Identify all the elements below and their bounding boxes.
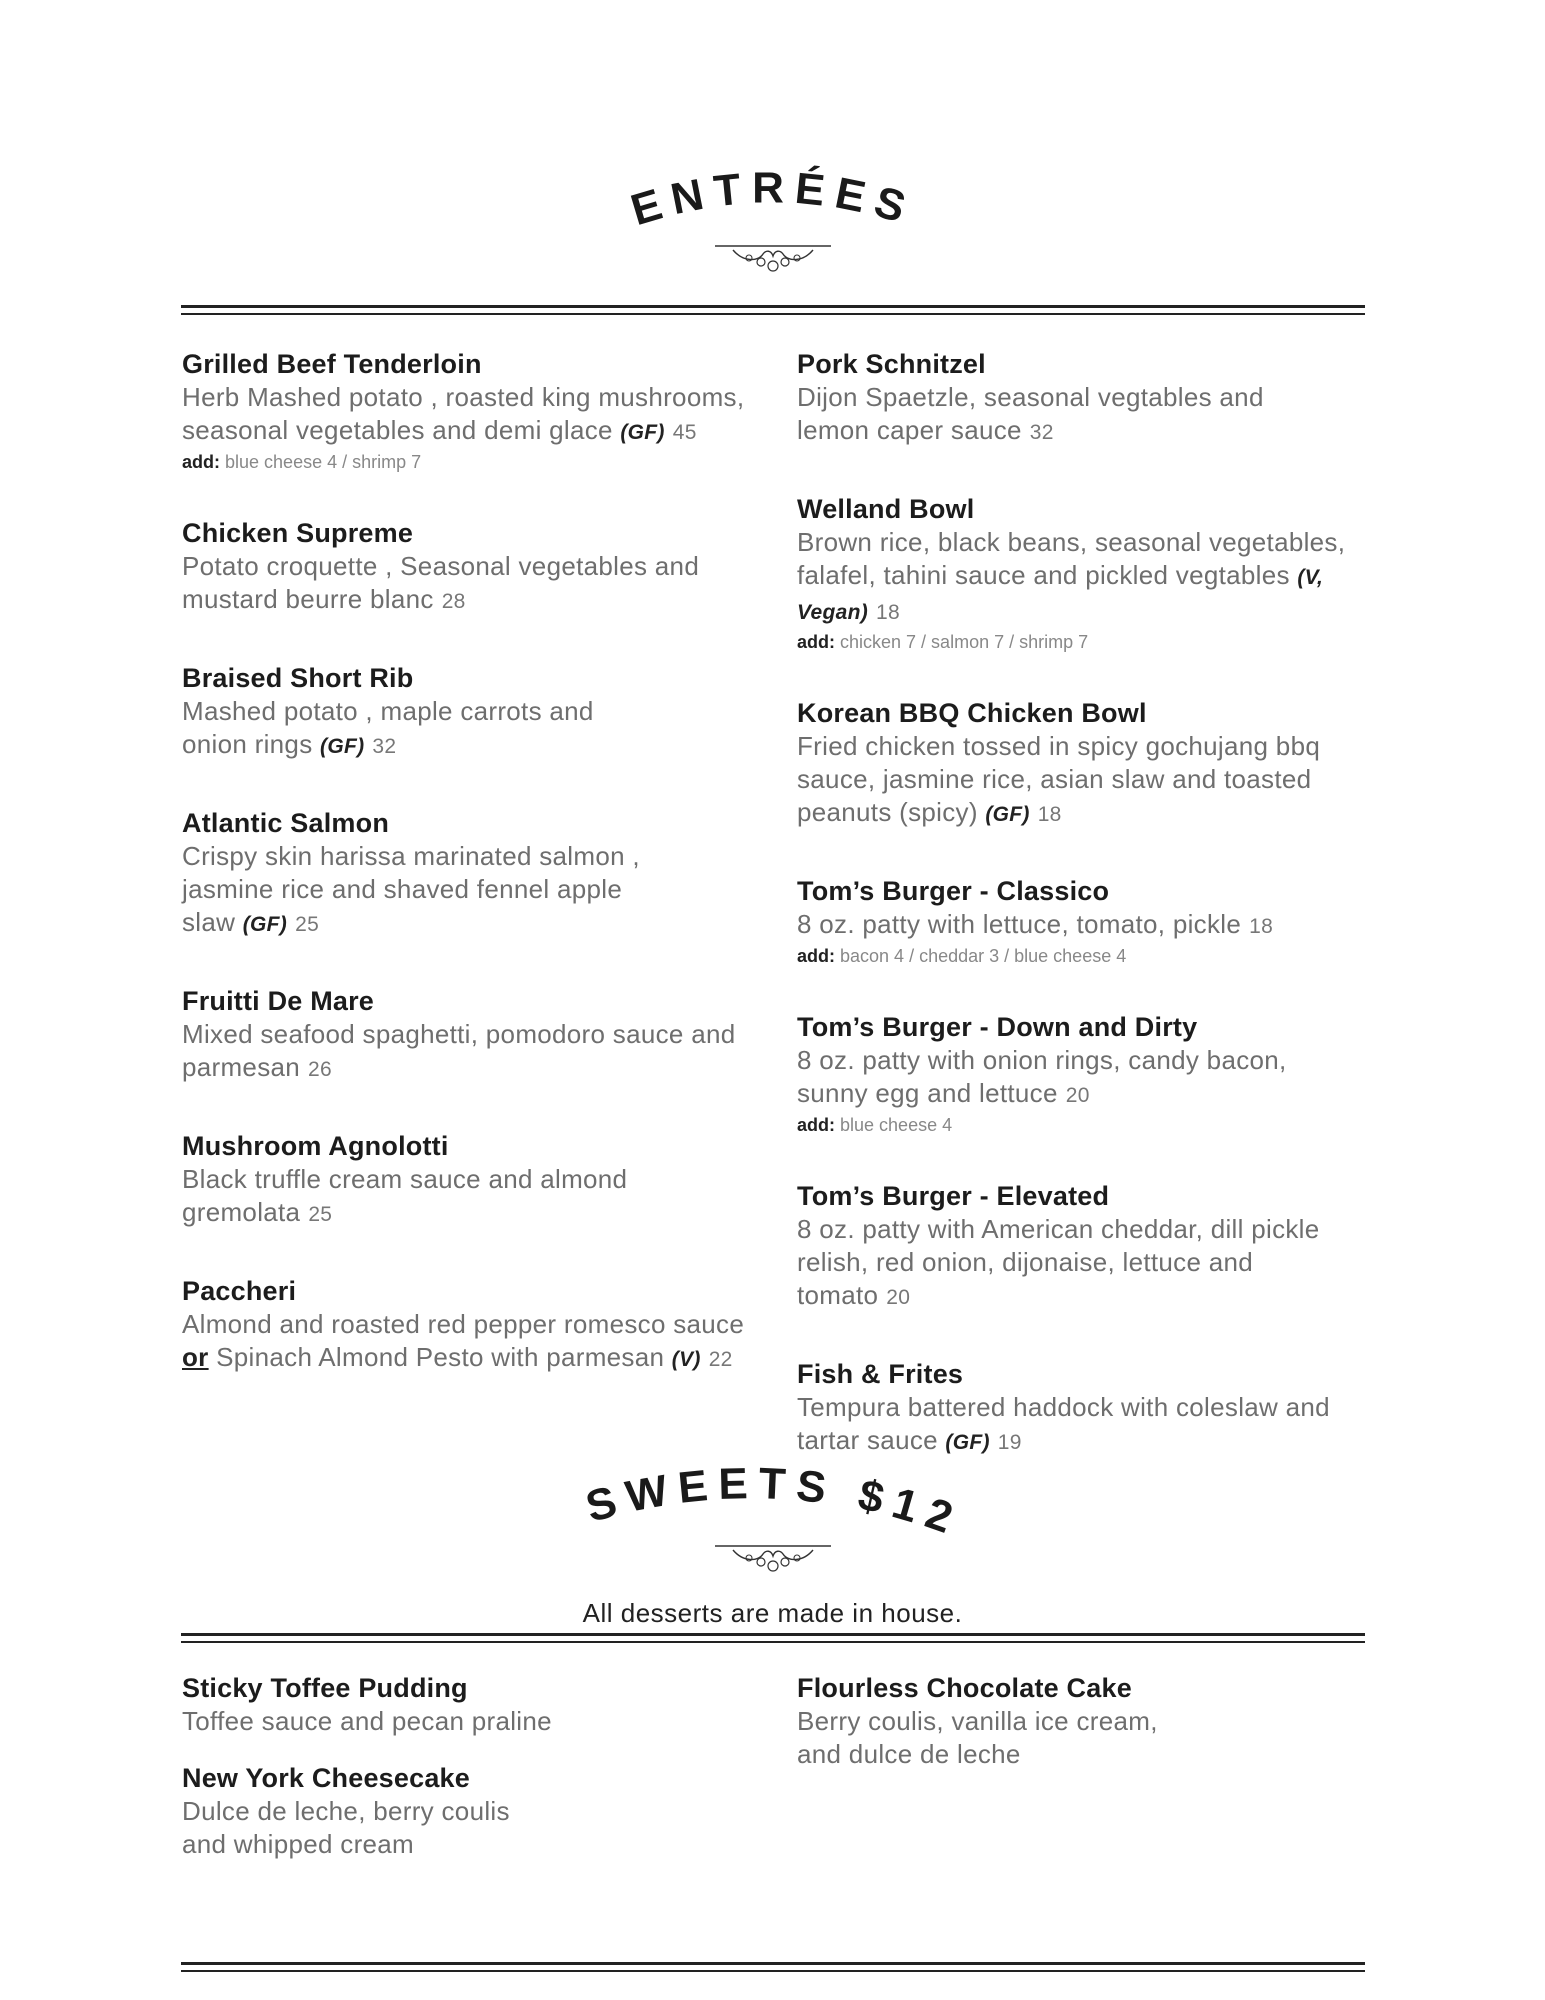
item-desc: Herb Mashed potato , roasted king mushrooms, seasonal vegetables and demi glace [182, 382, 745, 445]
item-desc: Dulce de leche, berry coulis [182, 1796, 510, 1826]
sweets-ornament [0, 1540, 1545, 1576]
item-desc: Mashed potato , maple carrots and onion rings [182, 696, 594, 759]
entrees-ornament [0, 240, 1545, 276]
item-price: 45 [672, 421, 697, 444]
menu-item [797, 697, 1377, 831]
menu-item [182, 348, 762, 473]
item-desc: Potato croquette , Seasonal vegetables and mustard beurre blanc [182, 551, 700, 614]
item-desc: 8 oz. patty with American cheddar, dill pickle relish, red onion, dijonaise, lettuce and tomato [797, 1214, 1320, 1310]
dietary-tag: (V, Vegan) [797, 566, 1324, 624]
item-desc: 8 oz. patty with lettuce, tomato, pickle [797, 909, 1242, 939]
item-name: Pork Schnitzel [797, 349, 986, 379]
item-desc: Fried chicken tossed in spicy gochujang bbq sauce, jasmine rice, asian slaw and toasted peanuts (spicy) [797, 731, 1321, 827]
entrees-top-rule [181, 305, 1365, 315]
menu-item [182, 662, 762, 763]
item-name: Welland Bowl [797, 494, 975, 524]
item-desc: Almond and roasted red pepper romesco sauce [182, 1309, 745, 1339]
item-desc: Berry coulis, vanilla ice cream, [797, 1706, 1158, 1736]
menu-item [182, 1130, 762, 1231]
item-desc: Mixed seafood spaghetti, pomodoro sauce and parmesan [182, 1019, 736, 1082]
item-name: Fruitti De Mare [182, 986, 375, 1016]
sweets-left-column [182, 1672, 762, 1885]
menu-item [797, 1358, 1377, 1459]
add-options: blue cheese 4 / shrimp 7 [225, 452, 422, 472]
item-price: 32 [372, 735, 397, 758]
dietary-tag: (GF) [620, 421, 665, 444]
item-price: 32 [1029, 421, 1054, 444]
item-name: Atlantic Salmon [182, 808, 390, 838]
item-price: 19 [997, 1431, 1022, 1454]
item-desc-line2: and dulce de leche [797, 1739, 1021, 1769]
sweets-top-rule [181, 1633, 1365, 1643]
item-desc: Tempura battered haddock with coleslaw and tartar sauce [797, 1392, 1330, 1455]
bottom-rule [181, 1962, 1365, 1972]
sweets-right-column [797, 1672, 1377, 1795]
item-price: 25 [308, 1203, 333, 1226]
item-name: Paccheri [182, 1276, 297, 1306]
menu-item [797, 348, 1377, 449]
item-name: Tom’s Burger - Down and Dirty [797, 1012, 1198, 1042]
add-options: bacon 4 / cheddar 3 / blue cheese 4 [840, 946, 1127, 966]
item-name: Tom’s Burger - Elevated [797, 1181, 1110, 1211]
menu-item [797, 493, 1377, 653]
dietary-tag: (GF) [242, 913, 288, 936]
item-price: 18 [1249, 915, 1274, 938]
item-price: 18 [1037, 803, 1062, 826]
menu-item [182, 1275, 762, 1376]
item-desc: Black truffle cream sauce and almond gremolata [182, 1164, 628, 1227]
item-price: 18 [876, 601, 901, 624]
item-desc: Dijon Spaetzle, seasonal vegtables and lemon caper sauce [797, 382, 1264, 445]
item-price: 20 [1065, 1084, 1090, 1107]
add-label: add: [797, 632, 835, 652]
item-name: Chicken Supreme [182, 518, 414, 548]
svg-text:ENTRÉES [625, 163, 920, 235]
item-name: Flourless Chocolate Cake [797, 1673, 1132, 1703]
item-price: 25 [295, 913, 320, 936]
menu-item [182, 807, 762, 941]
item-price: 20 [886, 1286, 911, 1309]
entrees-right-column [797, 348, 1377, 1503]
entrees-left-column [182, 348, 762, 1420]
or-word: or [182, 1342, 209, 1372]
add-options: blue cheese 4 [840, 1115, 953, 1135]
dietary-tag: (GF) [985, 803, 1030, 826]
add-label: add: [797, 946, 835, 966]
menu-item [182, 517, 762, 618]
dietary-tag: (GF) [945, 1431, 990, 1454]
menu-item [182, 1762, 762, 1861]
dietary-tag: (GF) [320, 735, 365, 758]
item-name: Grilled Beef Tenderloin [182, 349, 482, 379]
sweets-note: All desserts are made in house. [582, 1598, 963, 1628]
svg-text:SWEETS $12 [580, 1459, 967, 1546]
item-desc: Brown rice, black beans, seasonal vegetables, falafel, tahini sauce and pickled vegtables [797, 527, 1346, 590]
menu-item [797, 1011, 1377, 1136]
item-name: Korean BBQ Chicken Bowl [797, 698, 1147, 728]
item-desc: 8 oz. patty with onion rings, candy bacon, sunny egg and lettuce [797, 1045, 1287, 1108]
entrees-title [0, 140, 1545, 240]
item-desc: Crispy skin harissa marinated salmon , jasmine rice and shaved fennel apple slaw [182, 841, 640, 937]
add-label: add: [182, 452, 220, 472]
menu-item [182, 1672, 762, 1738]
item-name: Braised Short Rib [182, 663, 414, 693]
menu-item [797, 875, 1377, 967]
item-price: 22 [708, 1348, 733, 1371]
item-price: 26 [308, 1058, 332, 1081]
sweets-title-text: SWEETS $12 [580, 1459, 968, 1547]
item-name: New York Cheesecake [182, 1763, 470, 1793]
item-name: Tom’s Burger - Classico [797, 876, 1110, 906]
item-desc-line2: and whipped cream [182, 1829, 415, 1859]
add-options: chicken 7 / salmon 7 / shrimp 7 [840, 632, 1089, 652]
item-desc-alt: Spinach Almond Pesto with parmesan [216, 1342, 665, 1372]
menu-item [797, 1180, 1377, 1314]
item-name: Sticky Toffee Pudding [182, 1673, 468, 1703]
menu-item [182, 985, 762, 1086]
entrees-title-text: ENTRÉES [624, 163, 921, 236]
item-name: Mushroom Agnolotti [182, 1131, 449, 1161]
menu-item [797, 1672, 1377, 1771]
item-price: 28 [441, 590, 466, 613]
add-label: add: [797, 1115, 835, 1135]
dietary-tag: (V) [671, 1348, 701, 1371]
item-desc: Toffee sauce and pecan praline [182, 1706, 552, 1736]
item-name: Fish & Frites [797, 1359, 964, 1389]
